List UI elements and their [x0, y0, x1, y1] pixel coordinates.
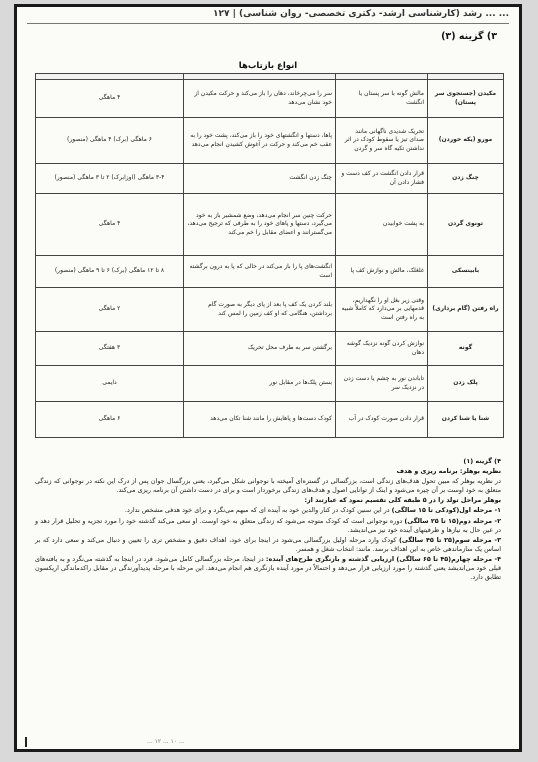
answer-4-section: [35, 457, 501, 583]
reflex-stimulus: نوازش کردن گونه نزدیک گوشه دهان: [336, 332, 428, 366]
reflex-name: پلک زدن: [428, 366, 504, 402]
stage-text: در این سنین کودک در کنار والدین خود به آینده ای که مبهم می‌نگرد و برای خود هدفی مشخص ندارد.: [124, 506, 392, 515]
reflex-stimulus: مالش گونه با سر پستان یا انگشت: [336, 80, 428, 118]
theory-intro: در نظریه بوهلر که مبین تحول هدف‌های زندگی است، بزرگسالی در گستره‌ای آمیخته با نوجوانی شکل می‌گیرد، یعنی بزرگسال جوان پس از درک این نکته در نوجوانی که زندگی متعلق به خود اوست بر آن چیره می‌شود و اینک از توانایی اصول و هدف‌های زندگی برخوردار است و برای در دست داشتن آن برنامه ریزی می‌کند.: [35, 477, 501, 495]
stage-item: [35, 555, 501, 582]
reflex-age: ۴ ماهگی: [36, 194, 184, 256]
reflex-response: انگشت‌های پا را باز می‌کند در حالی که پا به درون برگشته است: [184, 256, 336, 288]
reflex-name: شنا یا شنا کردن: [428, 402, 504, 438]
reflex-age: ۳-۴ ماهگی (اوزابرک) ۲ تا ۳ ماهگی (منصور): [36, 164, 184, 194]
answer-3-label: ۳) گزینه (۳): [441, 31, 497, 42]
reflex-response: چنگ زدن انگشت: [184, 164, 336, 194]
reflex-response: برگشتن سر به طرف محل تحریک: [184, 332, 336, 366]
reflex-response: بستن پلک‌ها در مقابل نور: [184, 366, 336, 402]
stage-text: کودک وارد مرحله اولیل بزرگسالی می‌شود در اینجا برای خود، اهداف دقیق و مشخص تری را تعیین و دنبال می‌کند و سعی دارد که بر اساس یک سازماندهی خاص به این اهداف برسد. مانند: انتخاب شغل و همسر.: [35, 535, 501, 553]
table-row: [36, 288, 504, 332]
book-page: [14, 4, 522, 752]
footer-scan-text: ... ۱۲ ... ۱۰ ...: [147, 738, 185, 745]
corner-mark: [25, 737, 27, 747]
reflex-response: حرکت چنین سر انجام می‌دهد، وضع شمشیر باز به خود می‌گیرد، دستها و پاهای خود را به طرفی که ترجیح می‌دهد، می‌گسترانند و اعضای مقابل را خم می‌کند: [184, 194, 336, 256]
answer-4-label: ۴) گزینه (۱): [463, 457, 501, 465]
reflex-response: پاها، دستها و انگشتهای خود را باز می‌کند، پشت خود را به عقب خم می‌کند و حرکت در آغوش کشیدن انجام می‌دهد: [184, 118, 336, 164]
table-title: انواع بازتاب‌ها: [238, 61, 298, 71]
reflex-name: گونه: [428, 332, 504, 366]
table-row: [36, 332, 504, 366]
reflex-age: دایمی: [36, 366, 184, 402]
reflex-table: [35, 73, 504, 438]
table-row: [36, 256, 504, 288]
stage-label: ۲- مرحله دوم(۱۵ تا ۲۵ سالگی): [404, 516, 501, 525]
stage-item: [35, 517, 501, 535]
reflex-name: چنگ زدن: [428, 164, 504, 194]
reflex-stimulus: تاباندن نور به چشم یا دست زدن در نزدیک سر: [336, 366, 428, 402]
stage-item: [35, 536, 501, 554]
reflex-name: بابینسکی: [428, 256, 504, 288]
reflex-stimulus: وقتی زیر بغل او را نگهداریم، قدمهایی بر می‌دارد که کاملاً شبیه به راه رفتن است: [336, 288, 428, 332]
stage-text: دوره نوجوانی است که کودک متوجه می‌شود که زندگی متعلق به خود اوست. او سعی می‌کند گذشته خود را مورد تجزیه و تحلیل قرار دهد و در عین حال به نیازها و ظرفیتهای آینده خود نیز می‌اندیشد.: [35, 516, 501, 534]
table-row: [36, 118, 504, 164]
reflex-stimulus: قرار دادن انگشت در کف دست و فشار دادن آن: [336, 164, 428, 194]
table-row: [36, 80, 504, 118]
stage-label: ۳- مرحله سوم(۲۵ تا ۴۵ سالگی): [399, 535, 501, 544]
table-row: [36, 164, 504, 194]
running-head: ... ... رشد (کارشناسی ارشد- دکتری تخصصی- روان شناسی) | ۱۲۷: [27, 9, 509, 24]
stage-label: ۴- مرحله چهارم(۴۵ تا ۶۵ سالگی) ارزیابی گذشته و بازنگری طرح‌های آینده:: [265, 554, 501, 563]
table-row: [36, 366, 504, 402]
reflex-age: ۶ ماهگی: [36, 402, 184, 438]
table-row: [36, 194, 504, 256]
table-row: [36, 402, 504, 438]
reflex-name: مورو (یکه خوردن): [428, 118, 504, 164]
reflex-age: ۸ تا ۱۲ ماهگی (برک) ۶ تا ۹ ماهگی (منصور): [36, 256, 184, 288]
stage-text: در اینجا، مرحله بزرگسالی کامل می‌شود. فرد در اینجا به گذشته می‌نگرد و به یافته‌های قبلی خود می‌اندیشد یعنی گذشته را مورد ارزیابی قرار می‌دهد و احتمالاً در مورد آینده بازنگری هم انجام می‌دهد. این مرحله با مرحله پدیدآورندگی در مقابل راکدماندگی اریکسون تطابق دارد.: [35, 554, 501, 582]
reflex-age: ۳ هفتگی: [36, 332, 184, 366]
reflex-stimulus: تحریک شدیدی ناگهانی مانند صدای تیز یا سقوط کودک در اثر نداشتن تکیه گاه سر و گردن: [336, 118, 428, 164]
theory-title: نظریه بوهلر: برنامه ریزی و هدف: [396, 467, 501, 476]
reflex-name: مکیدن (جستجوی سر پستان): [428, 80, 504, 118]
reflex-name: راه رفتن (گام برداری): [428, 288, 504, 332]
reflex-age: ۲ ماهگی: [36, 288, 184, 332]
reflex-response: بلند کردن یک کف پا بعد از پای دیگر به صورت گام برداشتن، هنگامی که او کف زمین را لمس کند: [184, 288, 336, 332]
stage-item: [35, 506, 501, 515]
stages-heading: بوهلر مراحل تولد را در ۵ طبقه کلی تقسیم نمود که عبارتند از:: [304, 496, 501, 505]
reflex-response: سر را می‌چرخاند، دهان را باز می‌کند و حرکت مکیدن از خود نشان می‌دهد: [184, 80, 336, 118]
reflex-response: کودک دست‌ها و پاهایش را مانند شنا تکان می‌دهد: [184, 402, 336, 438]
reflex-stimulus: به پشت خوابیدن: [336, 194, 428, 256]
stage-label: ۱- مرحله اول(کودکی تا ۱۵ سالگی): [391, 506, 501, 515]
reflex-age: ۴ ماهگی: [36, 80, 184, 118]
reflex-age: ۶ ماهگی (برک) ۴ ماهگی (منصور): [36, 118, 184, 164]
reflex-stimulus: قرار دادن صورت کودک در آب: [336, 402, 428, 438]
reflex-stimulus: غلغلک، مالش و نوازش کف پا: [336, 256, 428, 288]
reflex-name: تونوی گردن: [428, 194, 504, 256]
